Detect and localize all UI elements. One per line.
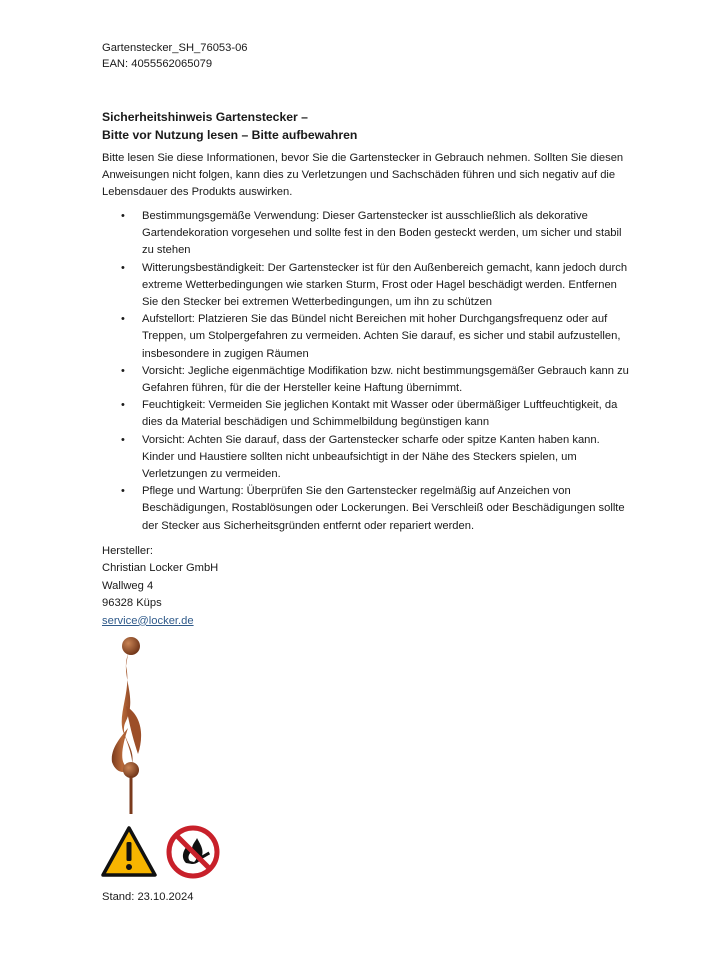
list-item-text: Vorsicht: Jegliche eigenmächtige Modifikation bzw. nicht bestimmungsgemäßer Gebrauch kann zu Gefahren führen, für die der Hersteller keine Haftung übernimmt.: [142, 364, 629, 395]
document-date: Stand: 23.10.2024: [102, 891, 194, 903]
safety-list: [102, 208, 632, 535]
no-open-fire-icon: [166, 825, 220, 879]
intro-paragraph: Bitte lesen Sie diese Informationen, bevor Sie die Gartenstecker in Gebrauch nehmen. Sollten Sie diesen Anweisungen nicht folgen, kann dies zu Verletzungen und Sachschäden führen und sich negativ auf die Lebensdauer des Produkts auswirken.: [102, 152, 624, 199]
list-item: [102, 208, 632, 260]
page-title: [102, 108, 357, 144]
list-item: [102, 397, 632, 431]
article-number: Gartenstecker_SH_76053-06: [102, 42, 248, 54]
list-item: [102, 311, 632, 363]
list-item-text: Feuchtigkeit: Vermeiden Sie jeglichen Kontakt mit Wasser oder übermäßiger Luftfeuchtigkeit, da dies da Material beschädigen und Schimmelbildung begünstigen kann: [142, 399, 618, 429]
warning-triangle-icon: [100, 825, 158, 879]
list-item: [102, 483, 632, 535]
bullet-glyph: •: [121, 261, 125, 274]
list-item-text: Bestimmungsgemäße Verwendung: Dieser Gartenstecker ist ausschließlich als dekorative Gartendekoration vorgesehen und sollte fest in den Boden gesteckt werden, um sicher und stabil zu stehen: [142, 210, 622, 257]
manufacturer-street: Wallweg 4: [102, 579, 154, 592]
document-meta: [102, 40, 248, 72]
list-item: [102, 432, 632, 484]
list-item-text: Witterungsbeständigkeit: Der Gartenstecker ist für den Außenbereich gemacht, kann jedoch durch extreme Wetterbedingungen wie starken Sturm, Frost oder Hagel beschädigt werden. Entfernen Sie den Stecker bei extremen Wetterbedingungen, um ihn zu schützen: [142, 261, 628, 309]
title-line-1: Sicherheitshinweis Gartenstecker –: [102, 110, 308, 124]
ean-code: EAN: 4055562065079: [102, 58, 213, 70]
list-item: [102, 260, 632, 312]
garden-stake-image: [98, 636, 158, 814]
list-item-text: Aufstellort: Platzieren Sie das Bündel nicht Bereichen mit hoher Durchgangsfrequenz oder auf Treppen, um Stolpergefahren zu vermeiden. Achten Sie darauf, es sicher und stabil aufzustellen, insbesondere in zugigen Räumen: [142, 313, 621, 360]
bullet-glyph: •: [121, 433, 125, 446]
bullet-glyph: •: [121, 313, 125, 326]
manufacturer-label: Hersteller:: [102, 545, 153, 557]
manufacturer-name: Christian Locker GmbH: [102, 562, 219, 575]
bullet-glyph: •: [121, 485, 125, 498]
email-link[interactable]: service@locker.de: [102, 614, 194, 627]
bullet-glyph: •: [121, 210, 125, 222]
manufacturer-city: 96328 Küps: [102, 597, 162, 610]
list-item-text: Vorsicht: Achten Sie darauf, dass der Gartenstecker scharfe oder spitze Kanten haben kann. Kinder und Haustiere sollten nicht unbeaufsichtigt in der Nähe des Steckers spielen, um Verletzungen zu vermeiden.: [142, 433, 600, 481]
safety-symbols: [100, 825, 230, 880]
manufacturer-block: [102, 543, 218, 630]
list-item-text: Pflege und Wartung: Überprüfen Sie den Gartenstecker regelmäßig auf Anzeichen von Beschädigungen, Rostablösungen oder Lockerungen. Bei Verschleiß oder Beschädigungen sollte der Stecker aus Sicherheitsgründen entfernt oder repariert werden.: [142, 485, 625, 532]
bullet-glyph: •: [121, 399, 125, 412]
title-line-2: Bitte vor Nutzung lesen – Bitte aufbewahren: [102, 128, 358, 142]
list-item: [102, 363, 632, 397]
bullet-glyph: •: [121, 364, 125, 377]
